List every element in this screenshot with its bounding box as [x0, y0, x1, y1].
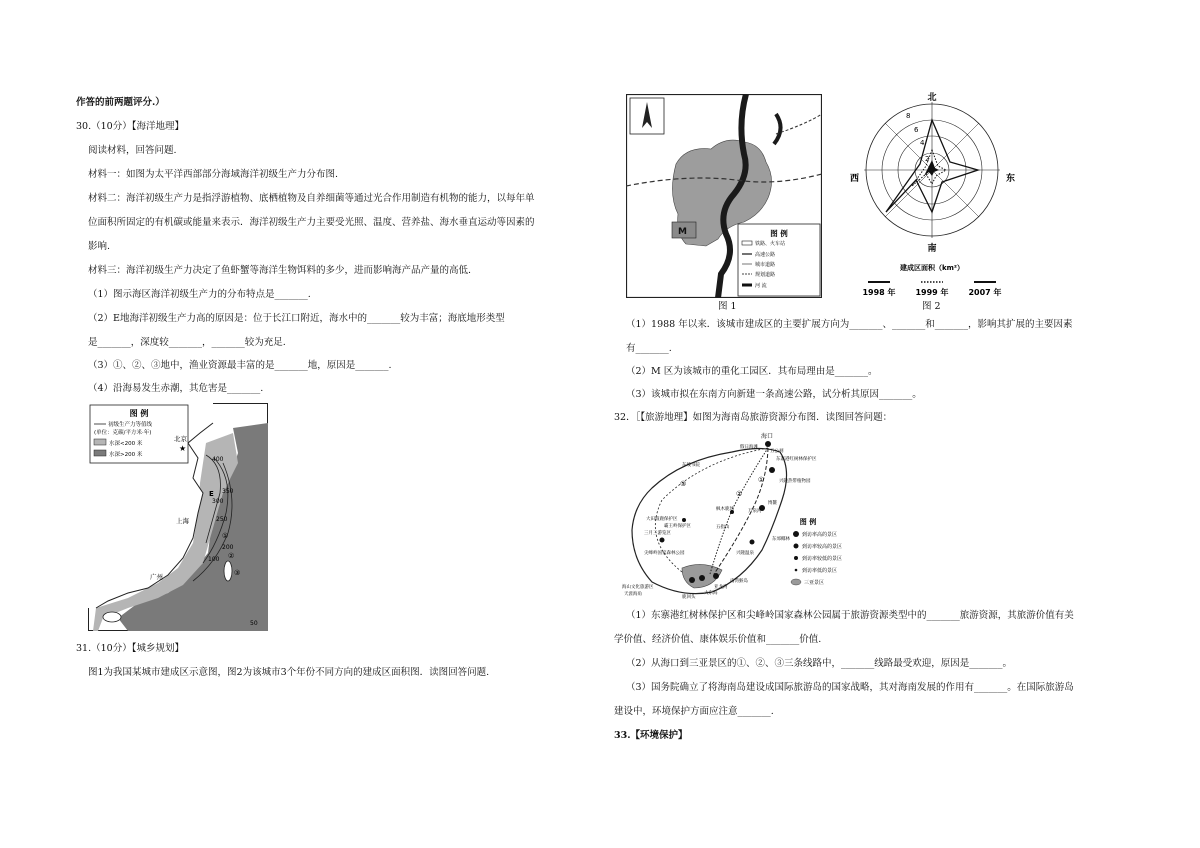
q30-material-1: 材料一：如图为太平洋西部部分海域海洋初级生产力分布图. [88, 169, 339, 180]
contour-250: 250 [216, 516, 228, 523]
q30-sub-3: （3）①、②、③地中，渔业资源最丰富的是_______地，原因是_______. [88, 360, 392, 371]
label-p6: 大田坡鹿保护区 [646, 517, 678, 522]
label-p12: 万泉河 [748, 509, 762, 514]
label-shanghai: 上海 [176, 517, 189, 525]
ring-6: 6 [914, 126, 919, 134]
q32-sub-2: （2）从海口到三亚景区的①、②、③三条线路中，_______线路最受欢迎，原因是_______。 [626, 658, 1013, 669]
beijing-star-icon: ★ [179, 444, 187, 453]
q30-material-3: 材料三：海洋初级生产力决定了鱼虾蟹等海洋生物饵料的多少，进而影响海产品产量的高低. [88, 265, 472, 276]
ring-2: 2 [925, 155, 930, 163]
q31-sub-1b: 有_______. [626, 343, 672, 354]
label-p21: 大东海 [704, 591, 718, 596]
q30-sub-1: （1）图示海区海洋初级生产力的分布特点是_______. [88, 289, 311, 300]
dir-south: 南 [927, 244, 937, 254]
label-p20: 亚龙湾 [714, 585, 728, 590]
built-up-area-radar-chart [846, 92, 1022, 304]
map30-legend-title: 图 例 [129, 409, 149, 418]
label-p2: 东寨港红树林保护区 [776, 457, 817, 462]
q30-material-2a: 材料二：海洋初级生产力是指浮游植物、底栖植物及自养细菌等通过光合作用制造有机物的能力，以每年单 [88, 193, 535, 204]
year-1999: 1999 年 [915, 288, 949, 297]
year-1998: 1998 年 [862, 288, 896, 297]
q31-sub-2: （2）M 区为该城市的重化工园区．其布局理由是_______。 [626, 366, 878, 377]
site-1: ① [222, 532, 229, 540]
hainan-legend-3: 到访率较低的景区 [802, 556, 843, 562]
map30-legend-deep: 水深>200 米 [109, 452, 143, 458]
fig1-caption: 图 1 [718, 301, 737, 312]
route-1: ① [758, 476, 765, 484]
ocean-productivity-map [88, 403, 268, 631]
label-p17: 海山文化旅游区 [622, 585, 654, 590]
label-p1: 假日海滩 [740, 445, 758, 450]
city-built-up-map [626, 94, 822, 298]
q30-heading: 30.（10分）【海洋地理】 [76, 121, 184, 132]
label-guangzhou: 广州 [150, 573, 163, 581]
hainan-legend-title: 图 例 [799, 518, 817, 526]
q30-material-2b: 位面积所固定的有机碳或能量来表示．海洋初级生产力主要受光照、温度、营养盐、海水垂直运动等因素的 [88, 217, 535, 228]
route-3: ③ [680, 480, 687, 488]
label-p5: 兴隆热带植物园 [779, 479, 811, 484]
q33-heading: 33.【环境保护】 [614, 730, 688, 741]
dir-north: 北 [927, 93, 937, 103]
site-2: ② [228, 552, 235, 560]
fig1-legend-railway: 铁路、火车站 [755, 241, 786, 247]
map30-legend-contour: 初级生产力等值线 [108, 422, 153, 428]
label-haikou: 海口 [761, 433, 774, 440]
q32-sub-3a: （3）国务院确立了将海南岛建设成国际旅游岛的国家战略，其对海南发展的作用有_______。在国际旅游岛 [626, 682, 1074, 693]
label-beijing: 北京 [174, 435, 187, 443]
fig1-legend-expressway: 高速公路 [755, 252, 776, 258]
label-p9: 尖峰岭国家森林公园 [644, 551, 685, 556]
q30-sub-4: （4）沿海易发生赤潮，其危害是_______. [88, 383, 264, 394]
label-m: M [678, 227, 687, 237]
label-p4: 五公祠 [770, 449, 784, 454]
q30-sub-2b: 是_______，深度较_______，_______较为充足. [88, 337, 286, 348]
route-2: ② [736, 490, 743, 498]
hainan-legend-1: 到访率高的景区 [802, 532, 838, 538]
continued-note: 作答的前两题评分.） [76, 97, 165, 108]
label-e: E [209, 490, 214, 498]
label-p3: 东坡书院 [682, 463, 700, 468]
contour-400: 400 [212, 456, 224, 463]
q31-sub-3: （3）该城市拟在东南方向新建一条高速公路，试分析其原因_______。 [626, 389, 922, 400]
q31-intro: 图1为我国某城市建成区示意图，图2为该城市3个年份不同方向的建成区面积图．读图回答问题. [88, 667, 490, 678]
fig1-legend-title: 图 例 [770, 229, 788, 238]
haikou-marker-icon [765, 441, 771, 447]
fig1-legend-river: 河 流 [755, 283, 767, 289]
hainan-legend-2: 到访率较高的景区 [802, 544, 843, 550]
label-p18: 天涯海角 [624, 592, 642, 597]
q31-heading: 31.（10分）【城乡规划】 [76, 643, 184, 654]
label-p14: 南湾猴岛 [730, 579, 748, 584]
contour-300: 300 [212, 498, 224, 505]
label-p10: 枫木鹿场 [716, 507, 734, 512]
hainan-legend-5: 三亚景区 [804, 580, 825, 586]
map30-legend-shallow: 水深<200 米 [109, 441, 143, 447]
year-2007: 2007 年 [968, 288, 1002, 297]
ring-4: 4 [920, 139, 925, 147]
label-p7: 霸王岭保护区 [664, 524, 691, 529]
q31-sub-1a: （1）1988 年以来．该城市建成区的主要扩展方向为_______、_______和_______，影响其扩展的主要因素 [626, 319, 1073, 330]
dir-east: 东 [1006, 174, 1016, 184]
label-p16: 东郊椰林 [772, 537, 790, 542]
label-p13: 兴隆温泉 [736, 551, 754, 556]
site-3: ③ [234, 569, 241, 577]
contour-100: 100 [208, 556, 220, 563]
q30-intro: 阅读材料，回答问题. [88, 145, 177, 156]
fig1-legend-urban-road: 城市道路 [755, 262, 776, 268]
q30-material-2c: 影响. [88, 241, 111, 252]
label-p15: 博鳌 [768, 501, 777, 506]
fig1-legend-planned-road: 规划道路 [755, 272, 776, 278]
contour-50: 50 [250, 620, 258, 627]
contour-200: 200 [222, 544, 234, 551]
hainan-tourism-map [622, 430, 846, 602]
q32-sub-1b: 学价值、经济价值、康体娱乐价值和_______价值. [614, 634, 822, 645]
q32-heading: 32．［【旅游地理】如图为海南岛旅游资源分布图．读图回答问题： [614, 412, 893, 423]
q32-sub-3b: 建设中，环境保护方面应注意_______. [614, 706, 774, 717]
map30-legend-unit: (单位：克碳/平方米·年) [94, 430, 152, 436]
fig2-caption: 图 2 [922, 301, 941, 312]
hainan-legend-4: 到访率低的景区 [802, 568, 838, 574]
q32-sub-1a: （1）东寨港红树林保护区和尖峰岭国家森林公园属于旅游资源类型中的_______旅游资源，其旅游价值有美 [626, 610, 1074, 621]
label-p19: 鹿回头 [682, 595, 696, 600]
ring-8: 8 [906, 112, 911, 120]
dir-west: 西 [850, 174, 860, 184]
contour-350: 350 [222, 488, 234, 495]
label-p11: 五指山 [716, 525, 730, 530]
q30-sub-2a: （2）E地海洋初级生产力高的原因是：位于长江口附近，海水中的_______较为丰富；海底地形类型 [88, 313, 505, 324]
area-label: 建成区面积（km²） [899, 264, 965, 272]
label-p8: 三月三游览区 [644, 531, 671, 536]
